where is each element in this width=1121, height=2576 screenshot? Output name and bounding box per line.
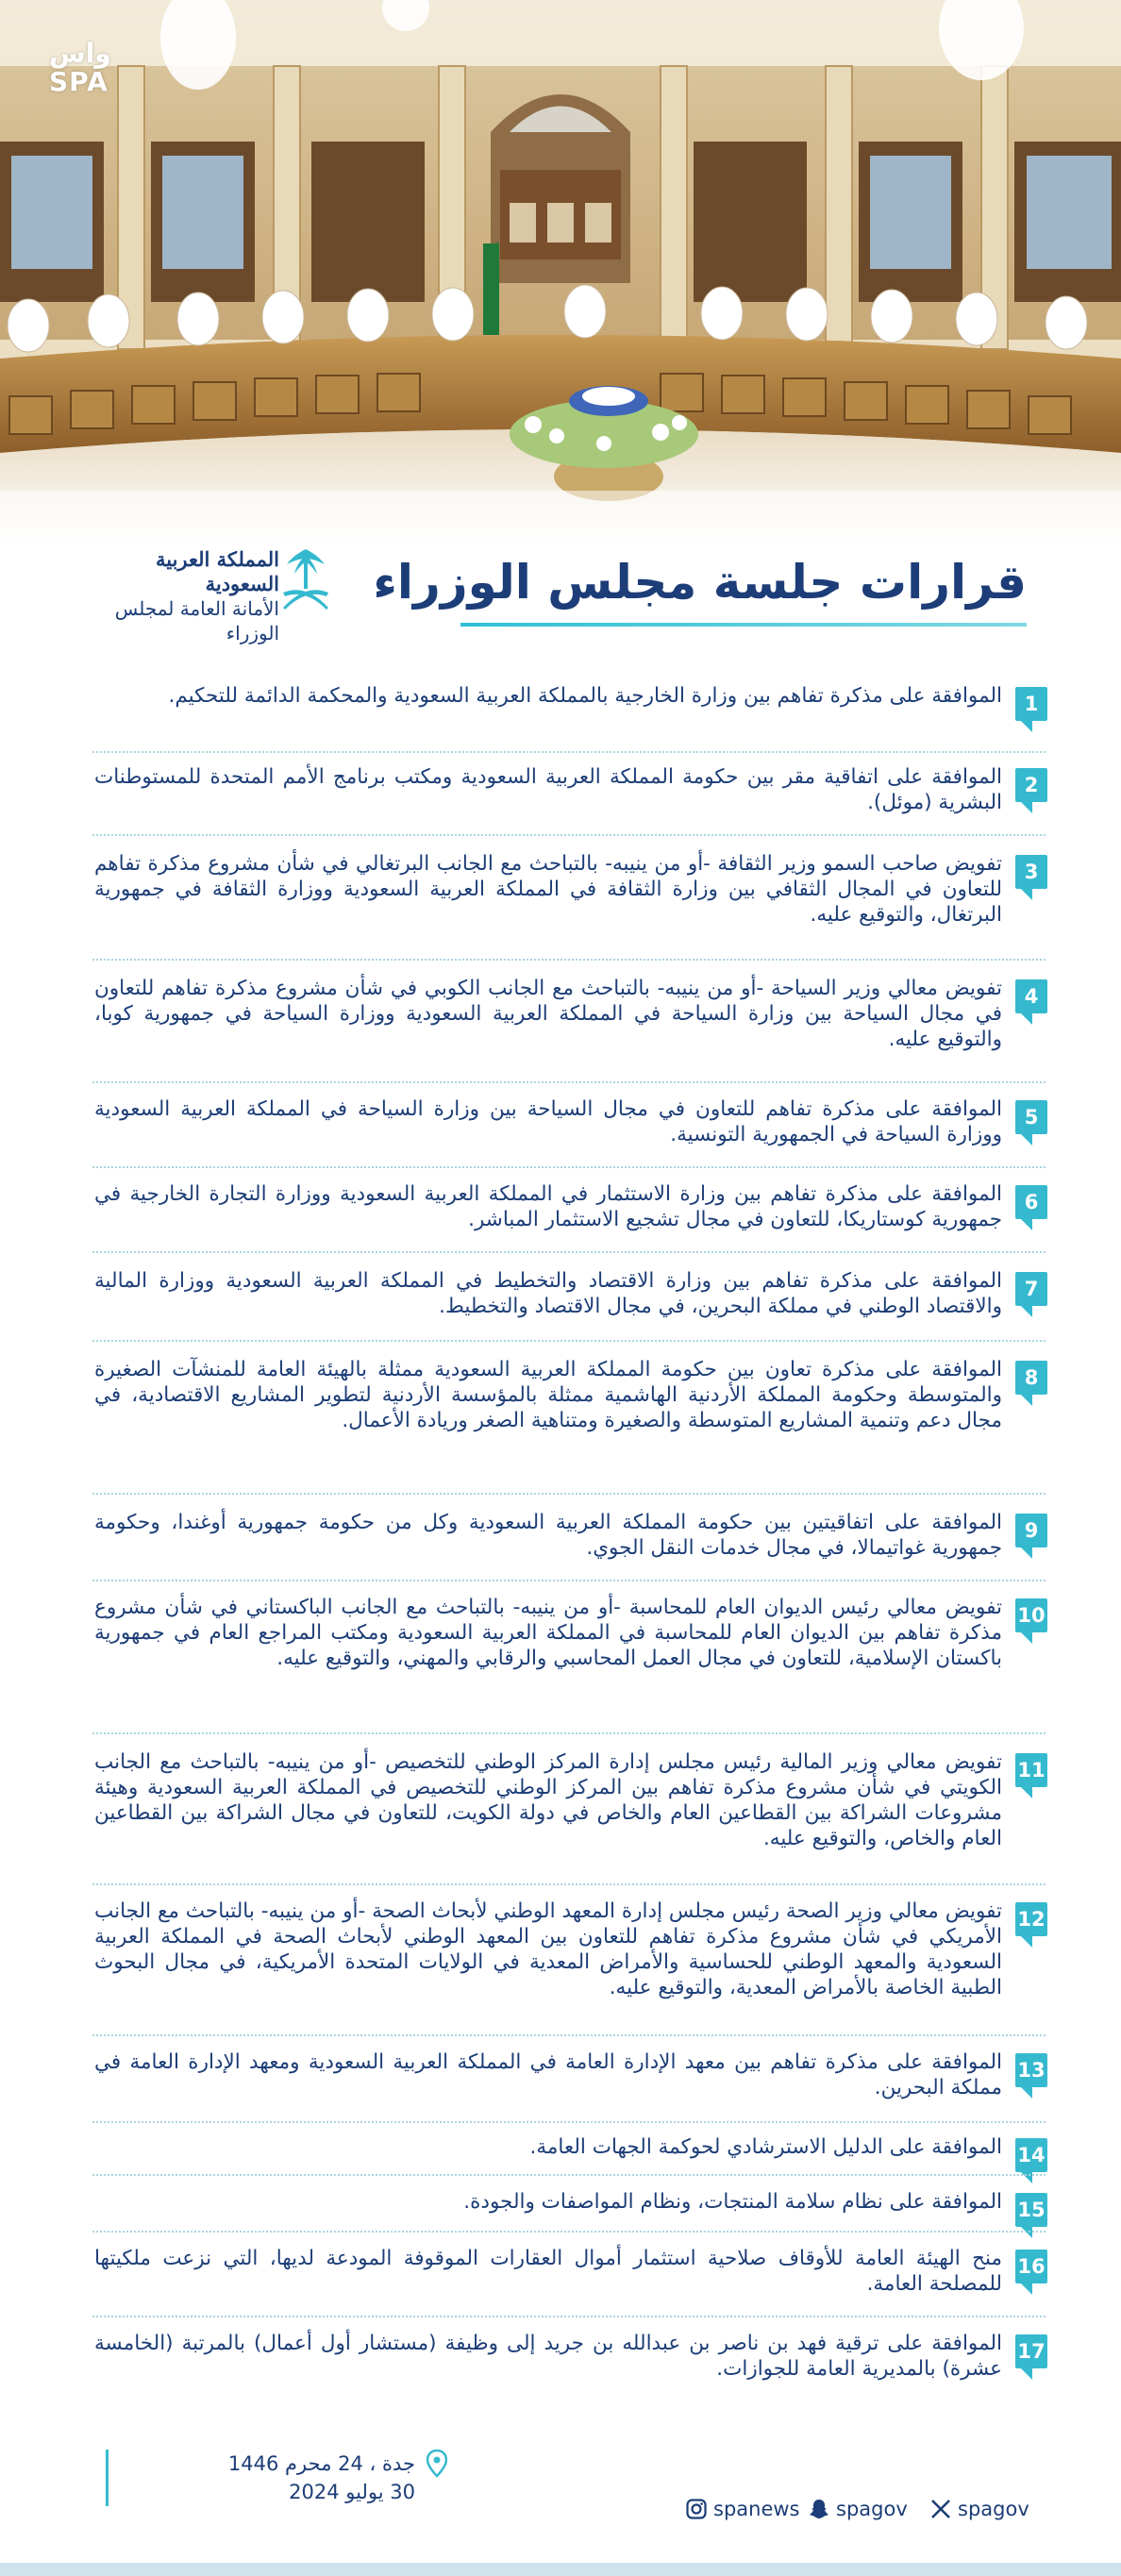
separator: [92, 2316, 1046, 2317]
decision-item: [94, 1510, 1047, 1566]
decision-number: 16: [1015, 2250, 1047, 2283]
separator: [92, 1493, 1046, 1495]
decision-item: [94, 764, 1047, 821]
instagram-icon: [685, 2498, 708, 2520]
decision-number: 1: [1015, 687, 1047, 721]
decision-text: تفويض معالي وزير المالية رئيس مجلس إدارة المركز الوطني للتخصيص -أو من ينيبه- بالتباحث مع الجانب الكويتي في شأن مشروع مذكرة تفاهم بين المركز الوطني للتخصيص في المملكة العربية السعودية وهيئة مشروعات الشراكة بين القطاعين العام والخاص في دولة الكويت، للتعاون في مجال الشراكة بين القطاعين العام والخاص، والتوقيع عليه.: [94, 1750, 1002, 1850]
decision-item: [94, 2134, 1047, 2166]
hero-photo: [0, 0, 1121, 547]
decision-item: [94, 1749, 1047, 1863]
separator: [92, 834, 1046, 836]
decision-number: 12: [1015, 1902, 1047, 1936]
decision-text: الموافقة على مذكرة تفاهم بين معهد الإدارة العامة في المملكة العربية السعودية ومعهد الإدارة العامة في مملكة البحرين.: [94, 2050, 1002, 2099]
decision-number: 2: [1015, 768, 1047, 802]
date-gregorian: 30 يوليو 2024: [289, 2481, 415, 2503]
snapchat-icon: [808, 2498, 830, 2520]
decision-item: [94, 2246, 1047, 2302]
decision-item: [94, 1268, 1047, 1325]
decision-number: 14: [1015, 2138, 1047, 2172]
decision-item: [94, 1181, 1047, 1238]
decision-number: 7: [1015, 1272, 1047, 1306]
social-instagram[interactable]: [685, 2495, 800, 2523]
social-handle: spagov: [836, 2498, 908, 2520]
decision-text: منح الهيئة العامة للأوقاف صلاحية استثمار أموال العقارات الموقوفة المودعة لديها، التي نزعت ملكيتها للمصلحة العامة.: [94, 2247, 1002, 2296]
decision-text: الموافقة على اتفاقية مقر بين حكومة المملكة العربية السعودية ومكتب برنامج الأمم المتحدة للمستوطنات البشرية (موئل).: [94, 765, 1002, 814]
separator: [92, 1081, 1046, 1083]
org-name: [111, 547, 279, 645]
decision-text: تفويض معالي رئيس الديوان العام للمحاسبة -أو من ينيبه- بالتباحث مع الجانب الباكستاني في شأن مشروع مذكرة تفاهم بين الديوان العام للمحاسبة في المملكة العربية السعودية ومكتب المراجع العام في جمهورية باكستان الإسلامية، للتعاون في مجال العمل المحاسبي والرقابي والمهني، والتوقيع عليه.: [94, 1596, 1002, 1670]
social-x[interactable]: [929, 2495, 1029, 2523]
decision-number: 11: [1015, 1753, 1047, 1787]
x-icon: [929, 2498, 952, 2520]
decision-number: 10: [1015, 1598, 1047, 1632]
spa-logo: [49, 40, 136, 96]
separator: [92, 1340, 1046, 1342]
social-snapchat[interactable]: [808, 2495, 908, 2523]
org-name-line1: المملكة العربية السعودية: [155, 547, 279, 595]
social-handle: spagov: [958, 2498, 1029, 2520]
separator: [92, 2121, 1046, 2123]
decision-item: [94, 1096, 1047, 1153]
decision-item: [94, 1595, 1047, 1708]
decision-text: الموافقة على مذكرة تفاهم بين وزارة الخارجية بالمملكة العربية السعودية والمحكمة الدائمة للتحكيم.: [168, 684, 1002, 708]
separator: [92, 751, 1046, 753]
date-hijri: جدة ، 24 محرم 1446: [227, 2452, 415, 2475]
decision-text: الموافقة على مذكرة تفاهم بين وزارة الاقتصاد والتخطيط في المملكة العربية السعودية ووزارة المالية والاقتصاد الوطني في مملكة البحرين، في مجال الاقتصاد والتخطيط.: [94, 1269, 1002, 1318]
separator: [92, 1883, 1046, 1885]
decision-number: 3: [1015, 855, 1047, 889]
decision-item: [94, 851, 1047, 936]
decision-item: [94, 976, 1047, 1061]
decision-text: الموافقة على اتفاقيتين بين حكومة المملكة العربية السعودية وكل من حكومة جمهورية أوغندا، وحكومة جمهورية غواتيمالا، في مجال خدمات النقل الجوي.: [94, 1511, 1002, 1560]
decision-item: [94, 2331, 1047, 2387]
decision-number: 6: [1015, 1185, 1047, 1219]
decision-text: الموافقة على ترقية فهد بن ناصر بن عبدالله بن جريد إلى وظيفة (مستشار أول أعمال) بالمرتبة (الخامسة عشرة) بالمديرية العامة للجوازات.: [94, 2332, 1002, 2381]
separator: [92, 1732, 1046, 1734]
decision-item: [94, 683, 1047, 740]
decision-number: 5: [1015, 1100, 1047, 1134]
decision-item: [94, 1357, 1047, 1470]
decision-text: تفويض معالي وزير الصحة رئيس مجلس إدارة المعهد الوطني لأبحاث الصحة -أو من ينيبه- بالتباحث مع الجانب الأمريكي في شأن مشروع مذكرة تفاهم للتعاون بين المعهد الوطني لأبحاث الصحة في المملكة العربية السعودية والمعهد الوطني للحساسية والأمراض المعدية في الولايات المتحدة الأمريكية، في مجال البحوث الطبية الخاصة بالأمراض المعدية، والتوقيع عليه.: [94, 1899, 1002, 1999]
decision-number: 15: [1015, 2193, 1047, 2227]
spa-logo-latin: SPA: [49, 66, 109, 97]
separator: [92, 2174, 1046, 2176]
separator: [92, 1580, 1046, 1581]
org-name-line2: الأمانة العامة لمجلس الوزراء: [114, 597, 279, 644]
decision-text: تفويض معالي وزير السياحة -أو من ينيبه- بالتباحث مع الجانب الكوبي في شأن مشروع مذكرة تفاهم للتعاون في مجال السياحة بين وزارة السياحة في المملكة العربية السعودية ووزارة السياحة في جمهورية كوبا، والتوقيع عليه.: [94, 977, 1002, 1051]
location-pin-icon: [427, 2450, 447, 2478]
decision-text: الموافقة على مذكرة تفاهم للتعاون في مجال السياحة بين وزارة السياحة في المملكة العربية السعودية ووزارة السياحة في الجمهورية التونسية.: [94, 1097, 1002, 1146]
decision-number: 17: [1015, 2334, 1047, 2368]
title-underline: [460, 623, 1027, 627]
decision-number: 13: [1015, 2053, 1047, 2087]
decision-number: 9: [1015, 1514, 1047, 1547]
separator: [92, 1251, 1046, 1253]
separator: [92, 1166, 1046, 1168]
separator: [92, 2231, 1046, 2233]
decision-number: 4: [1015, 979, 1047, 1013]
separator: [92, 959, 1046, 961]
decision-text: الموافقة على مذكرة تفاهم بين وزارة الاستثمار في المملكة العربية السعودية ووزارة التجارة الخارجية في جمهورية كوستاريكا، للتعاون في مجال تشجيع الاستثمار المباشر.: [94, 1182, 1002, 1231]
cabinet-hall-illustration: [0, 0, 1121, 547]
palm-swords-emblem-icon: [279, 545, 332, 611]
spa-logo-arabic: واس: [49, 38, 111, 69]
decision-item: [94, 1899, 1047, 2012]
separator: [92, 2034, 1046, 2036]
page-title: قرارات جلسة مجلس الوزراء: [373, 555, 1027, 610]
decision-item: [94, 2049, 1047, 2106]
decision-number: 8: [1015, 1361, 1047, 1395]
bottom-bar: [0, 2563, 1121, 2576]
decision-text: تفويض صاحب السمو وزير الثقافة -أو من ينيبه- بالتباحث مع الجانب البرتغالي في شأن مشروع مذكرة تفاهم للتعاون في المجال الثقافي بين وزارة الثقافة في المملكة العربية السعودية ووزارة الثقافة في جمهورية البرتغال، والتوقيع عليه.: [94, 852, 1002, 927]
decision-text: الموافقة على مذكرة تعاون بين حكومة المملكة العربية السعودية ممثلة بالهيئة العامة للمنشآت الصغيرة والمتوسطة وحكومة المملكة الأردنية الهاشمية ممثلة بالمؤسسة الأردنية لتطوير المشاريع الاقتصادية، في مجال دعم وتنمية المشاريع المتوسطة والصغيرة ومتناهية الصغر وريادة الأعمال.: [94, 1358, 1002, 1432]
decision-text: الموافقة على الدليل الاسترشادي لحوكمة الجهات العامة.: [529, 2135, 1002, 2159]
date-location: [106, 2450, 415, 2506]
social-handle: spanews: [713, 2498, 800, 2520]
decision-text: الموافقة على نظام سلامة المنتجات، ونظام المواصفات والجودة.: [463, 2190, 1002, 2214]
decision-item: [94, 2189, 1047, 2221]
